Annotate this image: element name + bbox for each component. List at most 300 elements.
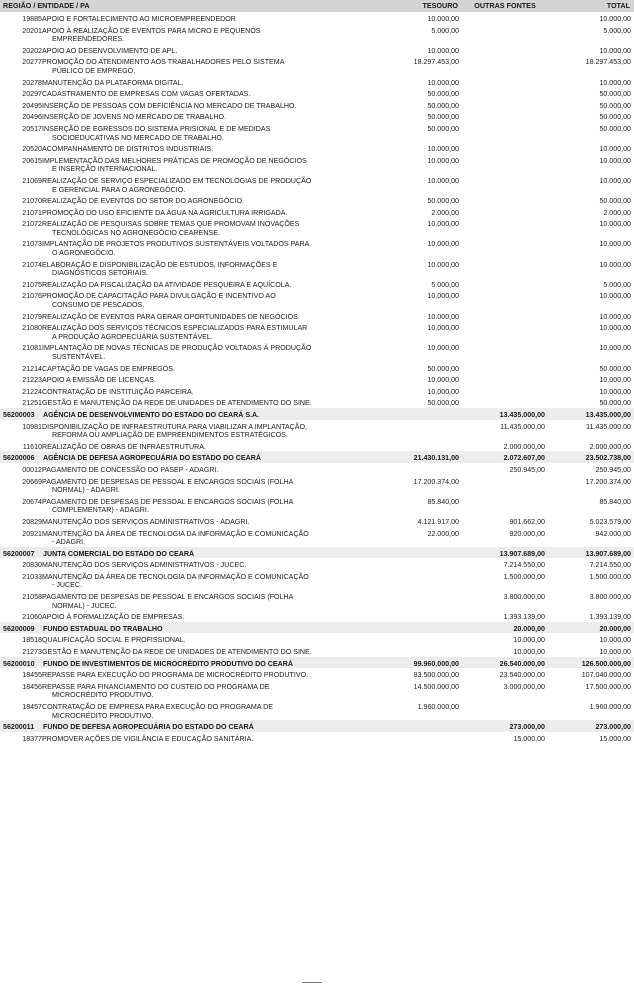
table-row	[0, 633, 634, 645]
total-value: 10.000,00	[599, 260, 631, 269]
table-row	[0, 24, 634, 44]
outras-fontes-value	[462, 278, 548, 290]
description-line: AGÊNCIA DE DEFESA AGROPECUÁRIA DO ESTADO DO CEARÁ	[43, 454, 261, 463]
description-cell	[0, 527, 388, 547]
pa-code: 20674	[22, 497, 42, 506]
tesouro-value: 10.000,00	[427, 260, 459, 269]
description-cell	[0, 321, 388, 341]
description-line: MANUTENÇÃO DA PLATAFORMA DIGITAL.	[42, 78, 184, 87]
tesouro-value: 10.000,00	[427, 376, 459, 385]
outras-fontes-value	[462, 55, 548, 75]
entity-name	[39, 660, 386, 669]
total-value: 2.000,00	[603, 208, 631, 217]
pa-code: 21223	[22, 376, 42, 385]
total-value: 10.000,00	[599, 387, 631, 396]
description-cell	[0, 463, 388, 475]
description-line: IMPLANTAÇÃO DE PROJETOS PRODUTIVOS SUSTENTÁVEIS VOLTADOS PARA	[42, 240, 310, 249]
description-cell	[0, 289, 388, 309]
pa-description	[42, 220, 386, 237]
description-line-continued: DIAGNÓSTICOS SETORIAIS.	[52, 269, 149, 278]
tesouro-value	[388, 463, 462, 475]
description-cell	[0, 87, 388, 99]
pa-description	[42, 703, 386, 720]
total-value: 85.840,00	[599, 497, 631, 506]
pa-code: 21075	[22, 280, 42, 289]
description-cell	[0, 24, 388, 44]
table-row	[0, 463, 634, 475]
pa-code: 21060	[22, 613, 42, 622]
total-value: 20.000,00	[548, 622, 634, 634]
description-cell	[0, 217, 388, 237]
description-cell	[0, 645, 388, 657]
outras-fontes-value	[462, 495, 548, 515]
description-line: FUNDO ESTADUAL DO TRABALHO	[43, 624, 163, 633]
total-value: 7.214.550,00	[589, 561, 631, 570]
entity-name	[39, 550, 386, 559]
table-row	[0, 527, 634, 547]
table-row	[0, 237, 634, 257]
description-line: REPASSE PARA EXECUÇÃO DO PROGRAMA DE MICROCRÉDITO PRODUTIVO.	[42, 671, 309, 680]
pa-description	[42, 197, 386, 206]
description-line: CONTRATAÇÃO DE EMPRESA PARA EXECUÇÃO DO PROGRAMA DE	[42, 703, 273, 711]
table-row	[0, 87, 634, 99]
total-value: 10.000,00	[599, 292, 631, 301]
tesouro-value	[388, 732, 462, 744]
outras-fontes-value	[462, 475, 548, 495]
entity-name	[39, 625, 386, 634]
pa-description	[42, 58, 386, 75]
pa-code: 19885	[22, 15, 42, 23]
header-outras-fontes: OUTRAS FONTES	[462, 0, 548, 12]
pa-code: 21058	[22, 593, 42, 602]
description-cell	[0, 680, 388, 700]
tesouro-value: 99.960.000,00	[388, 657, 462, 669]
table-row	[0, 122, 634, 142]
table-row	[0, 732, 634, 744]
pa-description	[42, 79, 386, 88]
pa-description	[42, 530, 386, 547]
description-line: REALIZAÇÃO DE PESQUISAS SOBRE TEMAS QUE PROMOVAM INOVAÇÕES	[42, 220, 300, 229]
description-line: REALIZAÇÃO DE EVENTOS PARA GERAR OPORTUNIDADES DE NEGÓCIOS.	[42, 312, 300, 321]
pa-code: 20297	[22, 90, 42, 99]
description-line: CADASTRAMENTO DE EMPRESAS COM VAGAS OFERTADAS.	[42, 90, 251, 99]
description-line: REALIZAÇÃO DOS SERVIÇOS TÉCNICOS ESPECIALIZADOS PARA ESTIMULAR	[42, 324, 308, 333]
pa-description	[42, 561, 386, 570]
header-region-entity-pa: REGIÃO / ENTIDADE / PA	[0, 0, 388, 12]
outras-fontes-value: 3.000.000,00	[503, 682, 545, 691]
table-row	[0, 341, 634, 361]
description-line: INSERÇÃO DE JOVENS NO MERCADO DE TRABALHO.	[42, 113, 226, 122]
description-cell	[0, 142, 388, 154]
pa-code: 21214	[22, 364, 42, 373]
outras-fontes-value	[462, 362, 548, 374]
outras-fontes-value: 2.000.000,00	[503, 442, 545, 451]
pa-description	[42, 90, 386, 99]
outras-fontes-value	[462, 206, 548, 218]
pa-code: 21074	[22, 260, 42, 269]
description-line-continued: O AGRONEGÓCIO.	[52, 249, 116, 258]
tesouro-value: 10.000,00	[427, 156, 459, 165]
description-cell	[0, 451, 388, 463]
table-row	[0, 278, 634, 290]
description-line: APOIO À FORMALIZAÇÃO DE EMPRESAS.	[42, 613, 185, 622]
table-row	[0, 217, 634, 237]
tesouro-value: 10.000,00	[427, 387, 459, 396]
tesouro-value: 22.000,00	[427, 529, 459, 538]
total-value: 50.000,00	[599, 364, 631, 373]
pa-description	[42, 125, 386, 142]
pa-description	[42, 281, 386, 290]
pa-description	[42, 573, 386, 590]
description-cell	[0, 440, 388, 452]
table-header	[0, 0, 634, 12]
description-cell	[0, 408, 388, 420]
outras-fontes-value: 13.907.689,00	[462, 547, 548, 559]
outras-fontes-value	[462, 142, 548, 154]
outras-fontes-value	[462, 237, 548, 257]
entity-row	[0, 657, 634, 669]
pa-description	[42, 47, 386, 56]
description-cell	[0, 720, 388, 732]
pa-code: 18377	[22, 734, 42, 743]
description-cell	[0, 122, 388, 142]
pa-code: 11610	[22, 442, 42, 451]
table-row	[0, 570, 634, 590]
pa-code: 20669	[22, 477, 42, 486]
tesouro-value	[388, 408, 462, 420]
pa-code: 21273	[22, 648, 42, 657]
description-cell	[0, 55, 388, 75]
description-line-continued: E GERENCIAL PARA O AGRONEGÓCIO.	[52, 185, 186, 194]
description-line: PAGAMENTO DE DESPESAS DE PESSOAL E ENCARGOS SOCIAIS (FOLHA	[42, 593, 294, 602]
total-value: 5.023.579,00	[589, 517, 631, 526]
description-line: APOIO AO DESENVOLVIMENTO DE APL.	[42, 46, 178, 55]
description-line: PROMOÇÃO DO ATENDIMENTO AOS TRABALHADORES PELO SISTEMA	[42, 58, 285, 67]
outras-fontes-value	[462, 289, 548, 309]
pa-description	[42, 683, 386, 700]
table-row	[0, 475, 634, 495]
table-row	[0, 440, 634, 452]
total-value: 942.000,00	[595, 529, 631, 538]
pa-code: 00012	[22, 465, 42, 474]
table-row	[0, 495, 634, 515]
tesouro-value: 5.000,00	[431, 26, 459, 35]
pa-code: 18457	[22, 703, 42, 711]
pa-code: 21251	[22, 399, 42, 408]
pa-code: 21069	[22, 176, 42, 185]
table-row	[0, 289, 634, 309]
description-line: PROMOÇÃO DO USO EFICIENTE DA ÁGUA NA AGRICULTURA IRRIGADA.	[42, 208, 288, 217]
total-value: 1.393.139,00	[589, 613, 631, 622]
total-value: 1.960.000,00	[589, 703, 631, 711]
pa-code: 21033	[22, 572, 42, 581]
outras-fontes-value	[462, 76, 548, 88]
description-cell	[0, 385, 388, 397]
pa-code: 20278	[22, 78, 42, 87]
outras-fontes-value: 2.072.607,00	[462, 451, 548, 463]
outras-fontes-value	[462, 174, 548, 194]
outras-fontes-value	[462, 24, 548, 44]
outras-fontes-value	[462, 44, 548, 56]
description-line: APOIO A EMISSÃO DE LICENÇAS.	[42, 376, 156, 385]
description-cell	[0, 44, 388, 56]
pa-code: 20202	[22, 46, 42, 55]
tesouro-value: 50.000,00	[427, 364, 459, 373]
table-row	[0, 321, 634, 341]
outras-fontes-value: 901.662,00	[509, 517, 545, 526]
pa-description	[42, 157, 386, 174]
tesouro-value	[388, 610, 462, 622]
table-row	[0, 362, 634, 374]
pa-description	[42, 735, 386, 744]
tesouro-value: 2.000,00	[431, 208, 459, 217]
header-tesouro: TESOURO	[388, 0, 462, 12]
description-line: AGÊNCIA DE DESENVOLVIMENTO DO ESTADO DO CEARÁ S.A.	[43, 410, 260, 419]
description-line: REALIZAÇÃO DE OBRAS DE INFRAESTRUTURA.	[42, 442, 206, 451]
entity-code: 56200007	[3, 549, 35, 558]
total-value: 250.945,00	[595, 465, 631, 474]
table-row	[0, 668, 634, 680]
table-row	[0, 110, 634, 122]
pa-description	[42, 15, 386, 24]
description-cell	[0, 558, 388, 570]
description-line-continued: TECNOLÓGICAS NO AGRONEGÓCIO CEARENSE.	[52, 228, 220, 237]
tesouro-value	[388, 633, 462, 645]
outras-fontes-value: 273.000,00	[462, 720, 548, 732]
total-value: 13.907.689,00	[548, 547, 634, 559]
entity-row	[0, 451, 634, 463]
tesouro-value: 18.297.453,00	[413, 58, 459, 67]
total-value: 17.200.374,00	[585, 477, 631, 486]
outras-fontes-value	[462, 122, 548, 142]
pa-description	[42, 365, 386, 374]
description-cell	[0, 110, 388, 122]
pa-description	[42, 466, 386, 475]
description-line-continued: CONSUMO DE PESCADOS.	[52, 301, 145, 310]
total-value: 5.000,00	[603, 26, 631, 35]
total-value: 107.040.000,00	[581, 671, 631, 680]
description-line-continued: MICROCRÉDITO PRODUTIVO.	[52, 691, 154, 700]
entity-name	[39, 454, 386, 463]
table-row	[0, 700, 634, 720]
description-cell	[0, 547, 388, 559]
pa-description	[42, 443, 386, 452]
entity-code: 56200006	[3, 454, 35, 463]
pa-code: 21224	[22, 387, 42, 396]
outras-fontes-value: 1.500.000,00	[503, 572, 545, 581]
total-value: 50.000,00	[599, 124, 631, 133]
outras-fontes-value: 3.800.000,00	[503, 593, 545, 602]
tesouro-value: 50.000,00	[427, 113, 459, 122]
pa-code: 21070	[22, 197, 42, 206]
description-line: PROMOÇÃO DE CAPACITAÇÃO PARA DIVULGAÇÃO E INCENTIVO AO	[42, 292, 276, 301]
tesouro-value: 10.000,00	[427, 220, 459, 229]
description-line-continued: E INSERÇÃO INTERNACIONAL.	[52, 165, 158, 174]
description-line-continued: MICROCRÉDITO PRODUTIVO.	[52, 711, 154, 720]
description-cell	[0, 310, 388, 322]
pa-code: 20615	[22, 156, 42, 165]
description-line-continued: - ADAGRI.	[52, 538, 86, 547]
outras-fontes-value	[462, 258, 548, 278]
table-row	[0, 44, 634, 56]
description-cell	[0, 174, 388, 194]
tesouro-value: 10.000,00	[427, 312, 459, 321]
tesouro-value	[388, 570, 462, 590]
pa-description	[42, 478, 386, 495]
pa-description	[42, 145, 386, 154]
outras-fontes-value	[462, 700, 548, 720]
total-value: 10.000,00	[599, 156, 631, 165]
tesouro-value: 50.000,00	[427, 101, 459, 110]
description-cell	[0, 76, 388, 88]
table-row	[0, 154, 634, 174]
tesouro-value: 10.000,00	[427, 78, 459, 87]
total-value: 1.500.000,00	[589, 572, 631, 581]
description-line-continued: EMPREENDEDORES.	[52, 35, 125, 44]
pa-description	[42, 324, 386, 341]
description-line-continued: - JUCEC.	[52, 581, 82, 590]
entity-code: 56200011	[3, 723, 35, 732]
description-cell	[0, 668, 388, 680]
pa-code: 20829	[22, 517, 42, 526]
tesouro-value: 10.000,00	[427, 145, 459, 154]
tesouro-value: 1.960.000,00	[417, 703, 459, 711]
description-line-continued: PÚBLICO DE EMPREGO.	[52, 66, 136, 75]
description-line: MANUTENÇÃO DOS SERVIÇOS ADMINISTRATIVOS - JUCEC.	[42, 561, 247, 570]
table-row	[0, 194, 634, 206]
outras-fontes-value	[462, 373, 548, 385]
description-line: APOIO À REALIZAÇÃO DE EVENTOS PARA MICRO E PEQUENOS	[42, 26, 261, 35]
description-line: QUALIFICAÇÃO SOCIAL E PROFISSIONAL.	[42, 636, 186, 645]
entity-row	[0, 547, 634, 559]
description-line: MANUTENÇÃO DOS SERVIÇOS ADMINISTRATIVOS - ADAGRI.	[42, 517, 250, 526]
description-line: DISPONIBILIZAÇÃO DE INFRAESTRUTURA PARA VIABILIZAR A IMPLANTAÇÃO,	[42, 422, 308, 431]
description-cell	[0, 700, 388, 720]
pa-code: 18456	[22, 682, 42, 691]
pa-description	[42, 593, 386, 610]
pa-code: 21071	[22, 208, 42, 217]
description-cell	[0, 420, 388, 440]
pa-description	[42, 113, 386, 122]
tesouro-value	[388, 440, 462, 452]
pa-description	[42, 648, 386, 657]
tesouro-value: 10.000,00	[427, 324, 459, 333]
outras-fontes-value	[462, 310, 548, 322]
pa-description	[42, 344, 386, 361]
tesouro-value: 50.000,00	[427, 90, 459, 99]
tesouro-value: 10.000,00	[427, 240, 459, 249]
description-line: CAPTAÇÃO DE VAGAS DE EMPREGOS.	[42, 364, 175, 373]
table-row	[0, 610, 634, 622]
total-value: 10.000,00	[599, 78, 631, 87]
description-cell	[0, 732, 388, 744]
description-line-continued: NORMAL) - JUCEC.	[52, 601, 117, 610]
outras-fontes-value: 250.945,00	[509, 465, 545, 474]
table-row	[0, 310, 634, 322]
outras-fontes-value: 20.000,00	[462, 622, 548, 634]
total-value: 13.435.000,00	[548, 408, 634, 420]
total-value: 10.000,00	[599, 324, 631, 333]
description-line: REALIZAÇÃO DA FISCALIZAÇÃO DA ATIVIDADE PESQUEIRA E AQUÍCOLA.	[42, 280, 292, 289]
pa-code: 18455	[22, 671, 42, 680]
table-row	[0, 258, 634, 278]
outras-fontes-value: 920.000,00	[509, 529, 545, 538]
total-value: 50.000,00	[599, 197, 631, 206]
tesouro-value: 17.200.374,00	[413, 477, 459, 486]
pa-description	[42, 292, 386, 309]
description-line: GESTÃO E MANUTENÇÃO DA REDE DE UNIDADES DE ATENDIMENTO DO SINE.	[42, 648, 312, 657]
description-line: IMPLEMENTAÇÃO DAS MELHORES PRÁTICAS DE PROMOÇÃO DE NEGÓCIOS	[42, 156, 307, 165]
tesouro-value	[388, 547, 462, 559]
pa-code: 21072	[22, 220, 42, 229]
pa-description	[42, 102, 386, 111]
description-cell	[0, 657, 388, 669]
pa-description	[42, 518, 386, 527]
table-row	[0, 142, 634, 154]
description-cell	[0, 396, 388, 408]
description-line: INSERÇÃO DE PESSOAS COM DEFICIÊNCIA NO MERCADO DE TRABALHO.	[42, 101, 297, 110]
description-line-continued: COMPLEMENTAR) - ADAGRI.	[52, 506, 149, 515]
table-row	[0, 590, 634, 610]
total-value: 3.800.000,00	[589, 593, 631, 602]
pa-code: 21081	[22, 344, 42, 353]
table-row	[0, 12, 634, 24]
description-cell	[0, 610, 388, 622]
pa-code: 21080	[22, 324, 42, 333]
tesouro-value: 85.840,00	[427, 497, 459, 506]
description-cell	[0, 570, 388, 590]
description-line: INSERÇÃO DE EGRESSOS DO SISTEMA PRISIONAL E DE MEDIDAS	[42, 124, 271, 133]
pa-description	[42, 313, 386, 322]
total-value: 126.500.000,00	[548, 657, 634, 669]
tesouro-value: 14.500.000,00	[413, 682, 459, 691]
tesouro-value: 10.000,00	[427, 292, 459, 301]
tesouro-value	[388, 558, 462, 570]
table-row	[0, 420, 634, 440]
entity-name	[39, 411, 386, 420]
pa-code: 20921	[22, 529, 42, 538]
description-cell	[0, 475, 388, 495]
tesouro-value: 83.500.000,00	[413, 671, 459, 680]
pa-description	[42, 636, 386, 645]
outras-fontes-value: 26.540.000,00	[462, 657, 548, 669]
description-line: REALIZAÇÃO DE EVENTOS DO SETOR DO AGRONEGÓCIO.	[42, 197, 244, 206]
description-cell	[0, 194, 388, 206]
pa-code: 10981	[22, 422, 42, 431]
total-value: 2.000.000,00	[589, 442, 631, 451]
outras-fontes-value	[462, 194, 548, 206]
total-value: 10.000,00	[599, 145, 631, 154]
tesouro-value: 10.000,00	[427, 15, 459, 23]
description-line: PAGAMENTO DE CONCESSÃO DO PASEP - ADAGRI.	[42, 465, 219, 474]
outras-fontes-value	[462, 321, 548, 341]
total-value: 10.000,00	[599, 220, 631, 229]
description-line: CONTRATAÇÃO DE INSTITUIÇÃO PARCEIRA.	[42, 387, 194, 396]
description-cell	[0, 373, 388, 385]
description-line: APOIO E FORTALECIMENTO AO MICROEMPREENDEDOR	[42, 15, 236, 23]
description-cell	[0, 362, 388, 374]
table-row	[0, 206, 634, 218]
tesouro-value: 10.000,00	[427, 176, 459, 185]
entity-name	[39, 723, 386, 732]
total-value: 10.000,00	[599, 240, 631, 249]
pa-code: 21079	[22, 312, 42, 321]
description-cell	[0, 237, 388, 257]
description-line: IMPLANTAÇÃO DE NOVAS TÉCNICAS DE PRODUÇÃO VOLTADAS À PRODUÇÃO	[42, 344, 312, 353]
total-value: 10.000,00	[599, 46, 631, 55]
description-line: ELABORAÇÃO E DISPONIBILIZAÇÃO DE ESTUDOS, INFORMAÇÕES E	[42, 260, 278, 269]
description-cell	[0, 515, 388, 527]
